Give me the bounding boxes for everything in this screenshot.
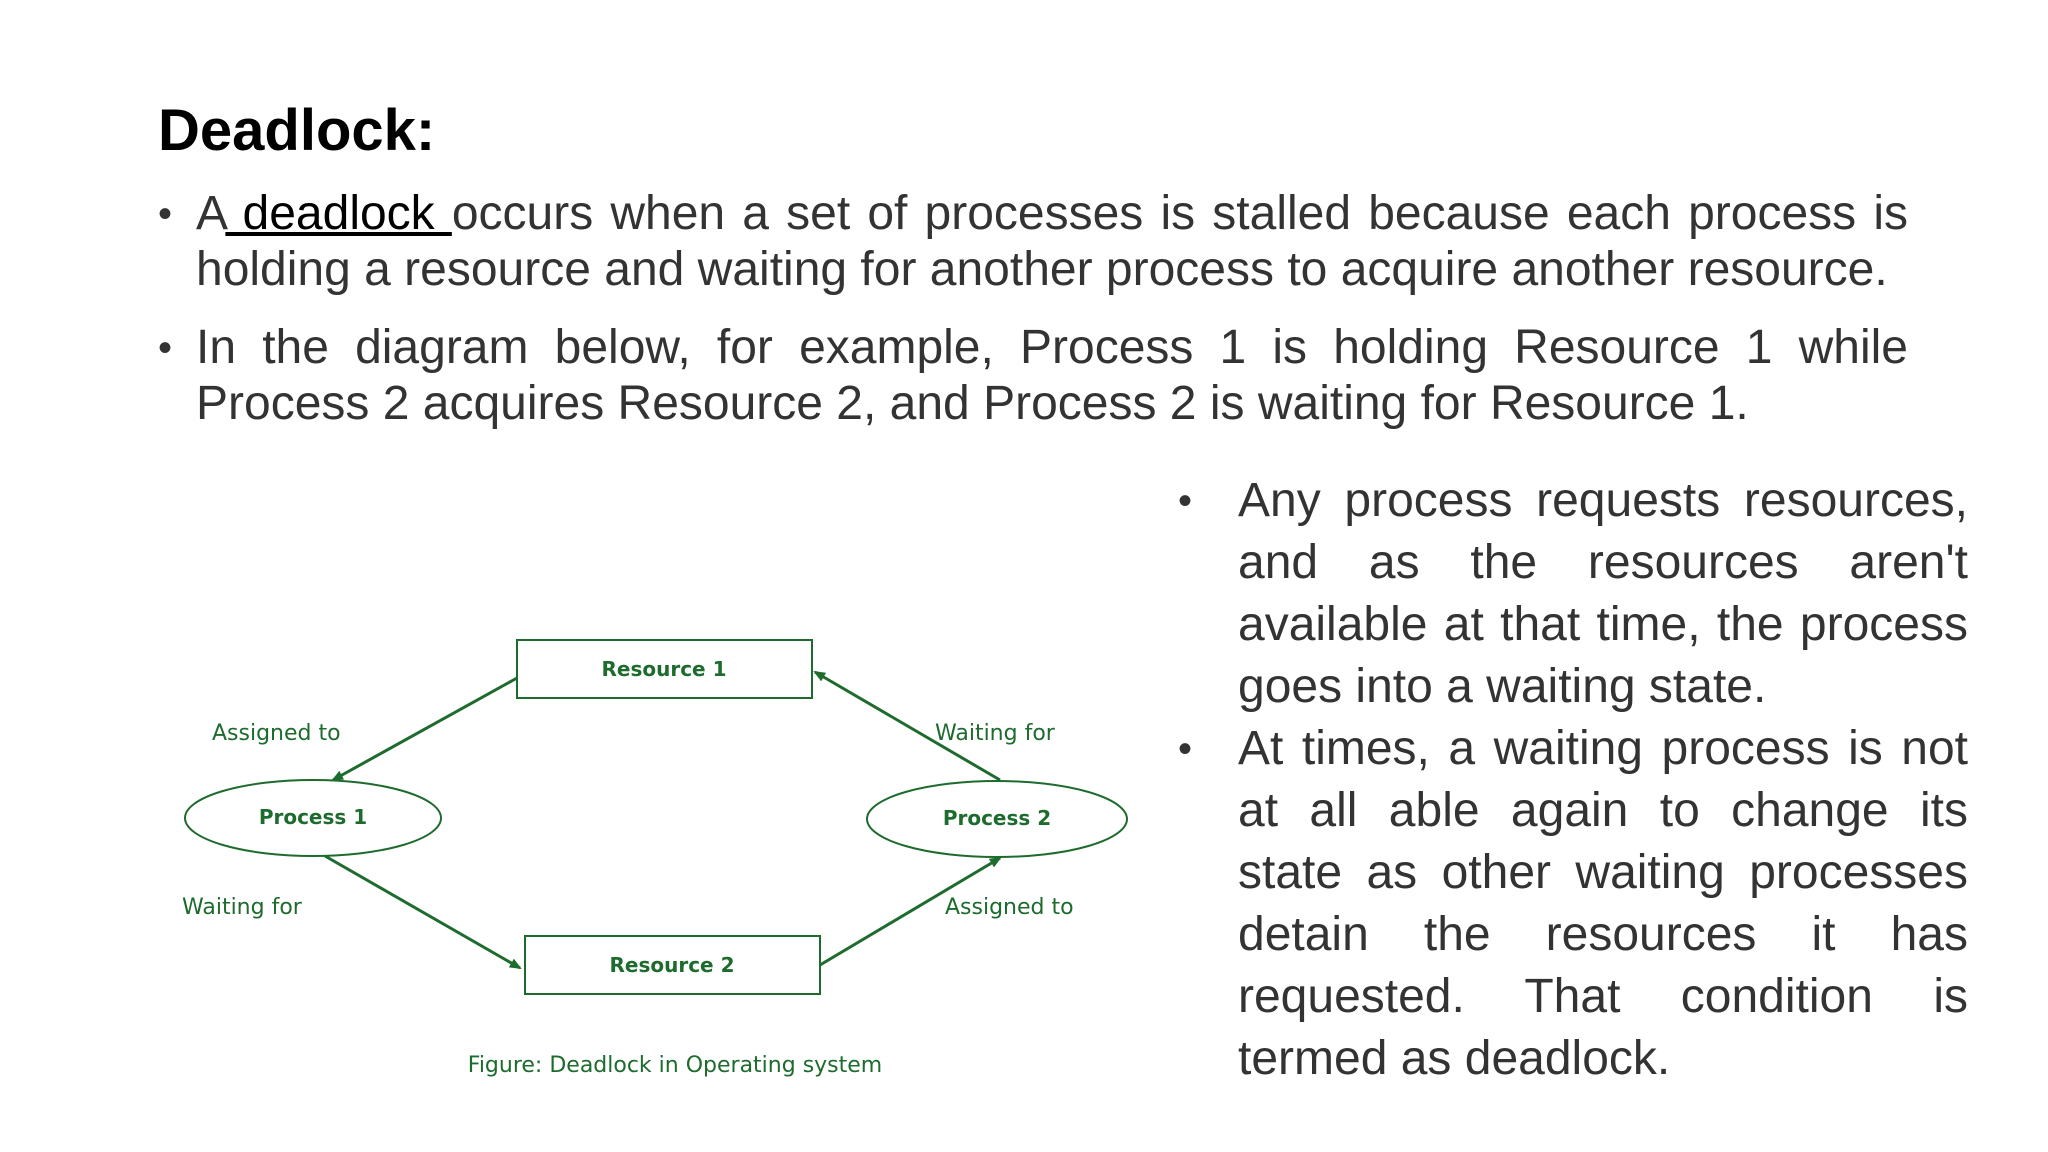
resource1-label: Resource 1 <box>601 657 727 681</box>
deadlock-diagram <box>170 620 1150 1090</box>
bullet-dot: • <box>158 326 173 370</box>
resource2-label: Resource 2 <box>609 953 735 977</box>
bullet-dot: • <box>158 192 173 236</box>
bullet-text: In the diagram below, for example, Process 1 is holding Resource 1 while Process 2 acquires Resource 2, and Process 2 is waiting for Resource 1. <box>196 321 1908 430</box>
bullet-text: occurs when a set of processes is stalled because each process is holding a resource and waiting for another process to acquire another resource. <box>196 187 1908 296</box>
bullet-waiting-state <box>1178 470 1968 718</box>
label-waiting-for-left: Waiting for <box>182 895 302 920</box>
process2-label: Process 2 <box>942 806 1052 830</box>
bullet-deadlock-definition <box>158 186 1908 298</box>
bullet-dot: • <box>1178 727 1193 771</box>
bullet-diagram-example <box>158 320 1908 432</box>
arrow-resource1-to-process1 <box>333 678 517 780</box>
arrow-process1-to-resource2 <box>325 856 520 968</box>
bullet-text: At times, a waiting process is not at all able again to change its state as other waiting processes detain the resources it has requested. That condition is termed as deadlock. <box>1238 722 1968 1085</box>
bullet-deadlock-condition <box>1178 718 1968 1090</box>
slide-title: Deadlock: <box>158 98 436 163</box>
right-bullet-list <box>1178 470 1968 1090</box>
label-assigned-to-right: Assigned to <box>945 895 1074 920</box>
process1-label: Process 1 <box>258 805 368 829</box>
diagram-caption: Figure: Deadlock in Operating system <box>467 1053 883 1078</box>
bullet-prefix: A <box>196 187 226 240</box>
label-assigned-to-left: Assigned to <box>212 721 341 746</box>
deadlock-link[interactable]: deadlock <box>225 187 452 240</box>
label-waiting-for-right: Waiting for <box>935 721 1055 746</box>
bullet-text: Any process requests resources, and as the resources aren't available at that time, the process goes into a waiting state. <box>1238 474 1968 713</box>
bullet-dot: • <box>1178 479 1193 523</box>
top-bullet-list <box>158 186 1908 432</box>
